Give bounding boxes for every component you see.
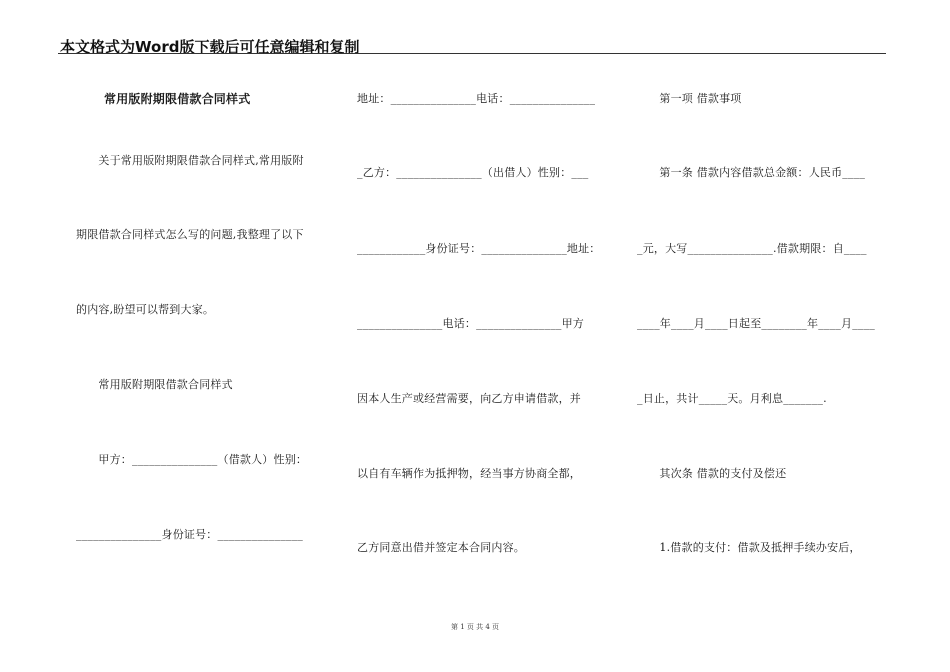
text-line: ____________身份证号：_______________地址：	[357, 242, 601, 255]
text-line: 期限借款合同样式怎么写的问题,我整理了以下	[76, 228, 304, 241]
text-column-3	[637, 0, 887, 672]
text-line: ____年____月____日起至________年____月____	[637, 317, 875, 330]
section-heading: 其次条 借款的支付及偿还	[637, 467, 787, 480]
text-line: 乙方同意出借并签定本合同内容。	[357, 541, 525, 554]
page-number: 第 1 页 共 4 页	[450, 623, 500, 631]
text-line: _乙方：_______________（出借人）性别：___	[357, 166, 589, 179]
document-title: 常用版附期限借款合同样式	[104, 92, 251, 106]
text-line: 第一条 借款内容借款总金额：人民币____	[637, 166, 866, 179]
text-line: 以自有车辆作为抵押物，经当事方协商全都，	[357, 467, 581, 480]
text-line: 关于常用版附期限借款合同样式,常用版附	[76, 154, 304, 167]
section-heading: 第一项 借款事项	[637, 92, 742, 105]
text-line: 地址：_______________电话：_______________	[357, 92, 596, 105]
text-line: 1.借款的支付：借款及抵押手续办安后，	[637, 541, 861, 554]
text-line: _日止，共计_____天。月利息_______.	[637, 392, 827, 405]
text-column-2	[357, 0, 617, 672]
document-header-title: 本文格式为Word版下载后可任意编辑和复制	[60, 38, 360, 56]
text-line: 常用版附期限借款合同样式	[76, 378, 233, 391]
text-line: _元，大写_______________.借款期限：自____	[637, 242, 867, 255]
text-line: 因本人生产或经营需要，向乙方申请借款，并	[357, 392, 581, 405]
text-column-1	[76, 0, 336, 672]
text-line: 的内容,盼望可以帮到大家。	[76, 303, 215, 316]
text-line: 甲方：_______________（借款人）性别：	[76, 453, 308, 466]
text-line: _______________电话：_______________甲方	[357, 317, 584, 330]
text-line: _______________身份证号：_______________	[76, 528, 303, 541]
